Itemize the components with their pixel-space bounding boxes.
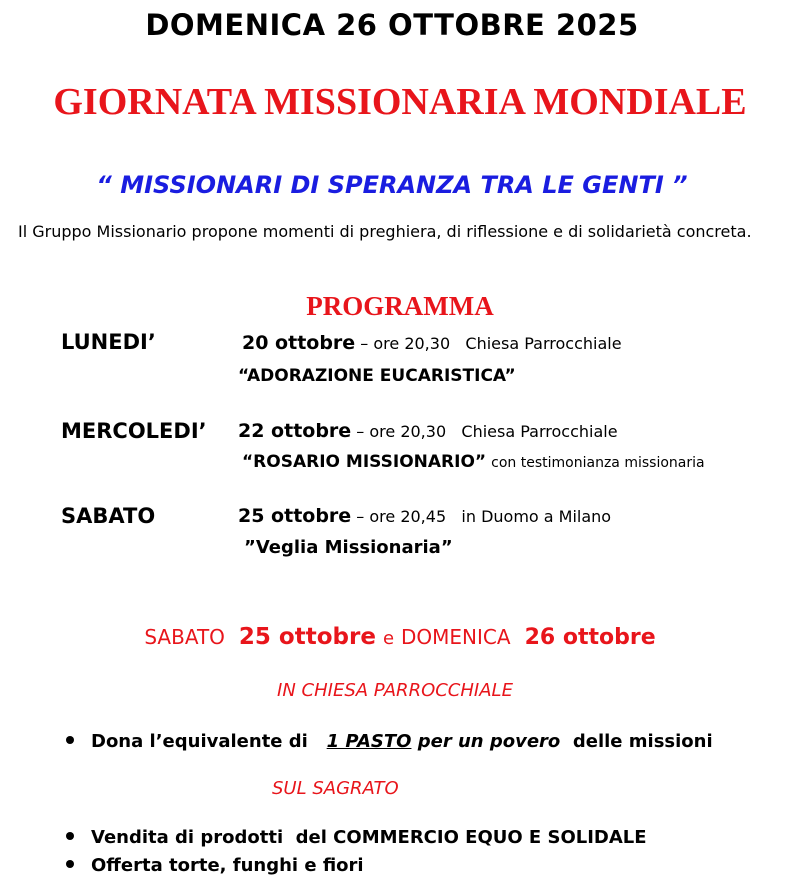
event-place: Chiesa Parrocchiale bbox=[461, 422, 618, 441]
bullet-text: Dona l’equivalente di bbox=[91, 731, 308, 752]
bullet-highlight: 1 PASTO bbox=[326, 731, 412, 752]
event-day-monday: LUNEDI’ bbox=[61, 330, 156, 354]
event-time: – ore 20,30 bbox=[360, 334, 451, 353]
bullet-fairtrade bbox=[66, 827, 647, 848]
bullet-offer bbox=[66, 855, 364, 876]
weekend-dates bbox=[0, 624, 800, 650]
bullet-text-end: delle missioni bbox=[572, 731, 713, 752]
event-name-saturday: ”Veglia Missionaria” bbox=[244, 537, 453, 558]
bullet-text: Offerta torte, funghi e fiori bbox=[91, 855, 364, 876]
event-detail-saturday bbox=[238, 505, 611, 527]
event-name-wednesday bbox=[242, 452, 705, 472]
weekend-conj: e bbox=[382, 628, 395, 649]
event-date-label: 25 ottobre bbox=[238, 505, 352, 527]
event-time: – ore 20,30 bbox=[356, 422, 447, 441]
page-title: GIORNATA MISSIONARIA MONDIALE bbox=[53, 81, 747, 123]
weekend-day1: SABATO bbox=[144, 625, 225, 649]
event-detail-wednesday bbox=[238, 420, 618, 442]
event-note: con testimonianza missionaria bbox=[491, 455, 705, 471]
event-name: “ROSARIO MISSIONARIO” bbox=[242, 452, 487, 472]
event-place: in Duomo a Milano bbox=[461, 507, 612, 526]
bullet-donate bbox=[66, 731, 713, 752]
weekend-date1: 25 ottobre bbox=[238, 624, 376, 650]
event-day-wednesday: MERCOLEDI’ bbox=[61, 419, 207, 443]
weekend-date2: 26 ottobre bbox=[524, 625, 656, 650]
bullet-icon bbox=[66, 736, 74, 744]
event-date-label: 20 ottobre bbox=[242, 332, 356, 354]
section-church: IN CHIESA PARROCCHIALE bbox=[277, 680, 513, 701]
event-place: Chiesa Parrocchiale bbox=[465, 334, 622, 353]
event-detail-monday bbox=[242, 332, 622, 354]
bullet-text: Vendita di prodotti del COMMERCIO EQUO E SOLIDALE bbox=[91, 827, 647, 848]
intro-text: Il Gruppo Missionario propone momenti di preghiera, di riflessione e di solidarietà concreta. bbox=[18, 222, 752, 241]
program-heading: PROGRAMMA bbox=[306, 291, 494, 321]
event-day-saturday: SABATO bbox=[61, 504, 156, 528]
event-date: DOMENICA 26 OTTOBRE 2025 bbox=[145, 8, 639, 42]
event-name-monday: “ADORAZIONE EUCARISTICA” bbox=[238, 366, 516, 386]
weekend-day2: DOMENICA bbox=[401, 625, 511, 649]
section-churchyard: SUL SAGRATO bbox=[272, 778, 399, 799]
motto: “ MISSIONARI DI SPERANZA TRA LE GENTI ” bbox=[96, 171, 688, 199]
event-date-label: 22 ottobre bbox=[238, 420, 352, 442]
bullet-text-italic: per un povero bbox=[417, 731, 561, 752]
event-time: – ore 20,45 bbox=[356, 507, 447, 526]
bullet-icon bbox=[66, 832, 74, 840]
bullet-icon bbox=[66, 860, 74, 868]
